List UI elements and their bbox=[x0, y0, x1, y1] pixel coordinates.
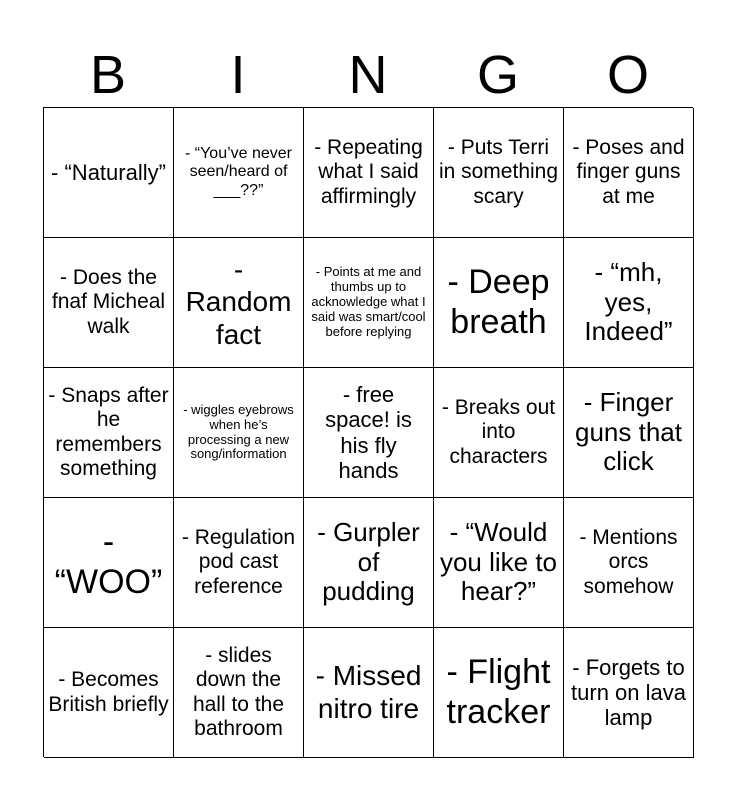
bingo-cell: - “Would you like to hear?” bbox=[434, 498, 564, 628]
bingo-cell: - slides down the hall to the bathroom bbox=[174, 628, 304, 758]
bingo-cell: - Random fact bbox=[174, 238, 304, 368]
bingo-cell: - Regulation pod cast reference bbox=[174, 498, 304, 628]
header-letter-i: I bbox=[230, 45, 246, 105]
bingo-cell: - “WOO” bbox=[44, 498, 174, 628]
bingo-cell: - Breaks out into characters bbox=[434, 368, 564, 498]
bingo-cell: - Snaps after he remembers something bbox=[44, 368, 174, 498]
header-letter-n: N bbox=[348, 45, 388, 105]
bingo-cell: - Mentions orcs somehow bbox=[564, 498, 694, 628]
bingo-cell: - Repeating what I said affirmingly bbox=[304, 108, 434, 238]
bingo-cell: - “mh, yes, Indeed” bbox=[564, 238, 694, 368]
bingo-cell: - wiggles eyebrows when he’s processing a new song/information bbox=[174, 368, 304, 498]
bingo-cell: - Points at me and thumbs up to acknowledge what I said was smart/cool before replying bbox=[304, 238, 434, 368]
bingo-cell: - Flight tracker bbox=[434, 628, 564, 758]
header-letter-o: O bbox=[606, 45, 649, 105]
bingo-cell: - “You’ve never seen/heard of ___??” bbox=[174, 108, 304, 238]
bingo-cell: - Puts Terri in something scary bbox=[434, 108, 564, 238]
bingo-cell: - Missed nitro tire bbox=[304, 628, 434, 758]
bingo-cell: - Finger guns that click bbox=[564, 368, 694, 498]
bingo-cell: - Poses and finger guns at me bbox=[564, 108, 694, 238]
bingo-cell: - Forgets to turn on lava lamp bbox=[564, 628, 694, 758]
header-letter-g: G bbox=[476, 45, 519, 105]
bingo-cell: - free space! is his fly hands bbox=[304, 368, 434, 498]
bingo-cell: - Gurpler of pudding bbox=[304, 498, 434, 628]
bingo-cell: - “Naturally” bbox=[44, 108, 174, 238]
bingo-cell: - Deep breath bbox=[434, 238, 564, 368]
bingo-grid bbox=[43, 107, 693, 757]
header-letter-b: B bbox=[89, 45, 127, 105]
bingo-cell: - Does the fnaf Micheal walk bbox=[44, 238, 174, 368]
bingo-cell: - Becomes British briefly bbox=[44, 628, 174, 758]
bingo-header bbox=[43, 44, 693, 106]
